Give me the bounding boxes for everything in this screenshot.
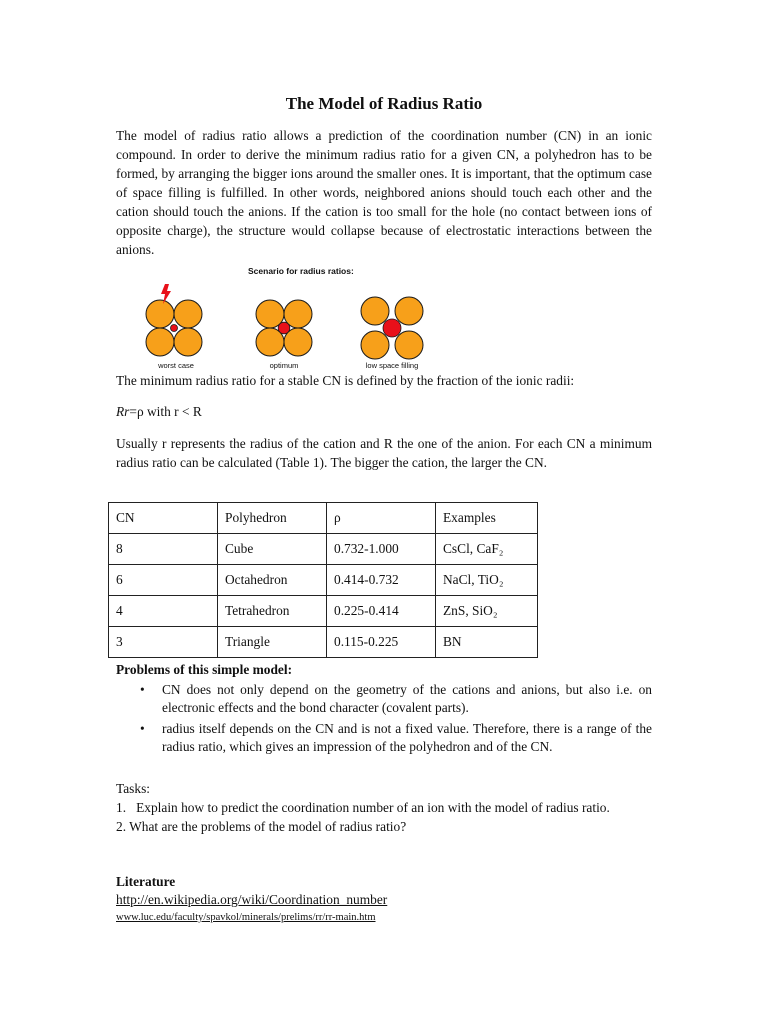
- luc-link[interactable]: www.luc.edu/faculty/spavkol/minerals/prelims/rr/rr-main.htm: [116, 912, 376, 923]
- anion-sphere: [361, 331, 389, 359]
- anion-sphere: [146, 328, 174, 356]
- low-space-filling-label: low space filling: [365, 361, 419, 370]
- cation-sphere: [383, 319, 401, 337]
- task-item: 1. Explain how to predict the coordination number of an ion with the model of radius ratio.: [116, 800, 610, 815]
- optimum-cluster: [244, 282, 324, 372]
- anion-sphere: [174, 328, 202, 356]
- table-cell: 0.225-0.414: [327, 596, 436, 627]
- worst-case-cluster: [136, 282, 216, 372]
- formula-line: [116, 402, 652, 421]
- table-cell: 8: [109, 534, 218, 565]
- problems-heading: Problems of this simple model:: [116, 662, 293, 677]
- radius-ratio-figure: [136, 266, 496, 372]
- cation-sphere: [171, 325, 178, 332]
- worst-case-diagram: [136, 282, 216, 362]
- intro-paragraph: The model of radius ratio allows a prediction of the coordination number (CN) in an ionic compound. In order to derive the minimum radius ratio for a given CN, a polyhedron has to be formed, by arranging the bigger ions around the smaller ones. It is important, that the optimum case of space filling is fulfilled. In other words, neighbored anions should touch each other and the cation should touch the anions. If the cation is too small for the hole (no contact between ions of opposite charge), the structure would collapse because of electrostatic interactions between the anions.: [116, 128, 652, 257]
- anion-sphere: [395, 331, 423, 359]
- list-item-text: CN does not only depend on the geometry of the cations and anions, but also i.e. on electronic effects and the bond character (covalent parts).: [162, 682, 652, 715]
- table-header-cell: CN: [109, 503, 218, 534]
- anion-sphere: [395, 297, 423, 325]
- bullet-icon: •: [140, 682, 145, 697]
- table-cell: Octahedron: [218, 565, 327, 596]
- radius-ratio-table: [108, 502, 538, 658]
- formula-rest: =ρ with r < R: [129, 404, 202, 419]
- definition-paragraph: The minimum radius ratio for a stable CN is defined by the fraction of the ionic radii:: [116, 373, 575, 388]
- list-item: [116, 681, 652, 717]
- anion-sphere: [174, 300, 202, 328]
- table-cell: BN: [436, 627, 538, 658]
- problems-list: [116, 681, 652, 759]
- worst-case-label: worst case: [158, 361, 194, 370]
- table-header-cell: ρ: [327, 503, 436, 534]
- tasks-section: [116, 779, 652, 836]
- wikipedia-link[interactable]: http://en.wikipedia.org/wiki/Coordination_number: [116, 892, 388, 907]
- task-item: 2. What are the problems of the model of radius ratio?: [116, 819, 407, 834]
- table-cell: 3: [109, 627, 218, 658]
- table-header-cell: Examples: [436, 503, 538, 534]
- low-space-filling-cluster: [352, 282, 432, 372]
- table-cell: 0.414-0.732: [327, 565, 436, 596]
- optimum-label: optimum: [269, 361, 299, 370]
- optimum-diagram: [244, 282, 324, 362]
- anion-sphere: [361, 297, 389, 325]
- low-space-filling-diagram: [352, 282, 432, 362]
- table-row: [109, 627, 538, 658]
- table-cell: ZnS, SiO₂: [436, 596, 538, 627]
- bullet-icon: •: [140, 721, 145, 736]
- table-cell: Tetrahedron: [218, 596, 327, 627]
- list-item-text: radius itself depends on the CN and is not a fixed value. Therefore, there is a range of the radius ratio, which gives an impression of the polyhedron and of the CN.: [162, 721, 652, 754]
- tasks-heading: Tasks:: [116, 781, 151, 796]
- table-row: [109, 565, 538, 596]
- page-title: The Model of Radius Ratio: [285, 94, 483, 113]
- table-cell: CsCl, CaF₂: [436, 534, 538, 565]
- table-cell: NaCl, TiO₂: [436, 565, 538, 596]
- figure-caption: Scenario for radius ratios:: [248, 266, 354, 276]
- table-header-row: [109, 503, 538, 534]
- table-cell: 4: [109, 596, 218, 627]
- table-header-cell: Polyhedron: [218, 503, 327, 534]
- table-row: [109, 534, 538, 565]
- literature-heading: Literature: [116, 874, 176, 889]
- cn-paragraph: Usually r represents the radius of the cation and R the one of the anion. For each CN a minimum radius ratio can be calculated (Table 1). The bigger the cation, the larger the CN.: [116, 436, 652, 470]
- table-cell: Triangle: [218, 627, 327, 658]
- table-cell: 0.115-0.225: [327, 627, 436, 658]
- table-cell: 6: [109, 565, 218, 596]
- anion-sphere: [146, 300, 174, 328]
- table-row: [109, 596, 538, 627]
- list-item: [116, 720, 652, 756]
- table-cell: 0.732-1.000: [327, 534, 436, 565]
- formula-variable: Rr: [116, 404, 130, 419]
- table-cell: Cube: [218, 534, 327, 565]
- cation-sphere: [278, 322, 290, 334]
